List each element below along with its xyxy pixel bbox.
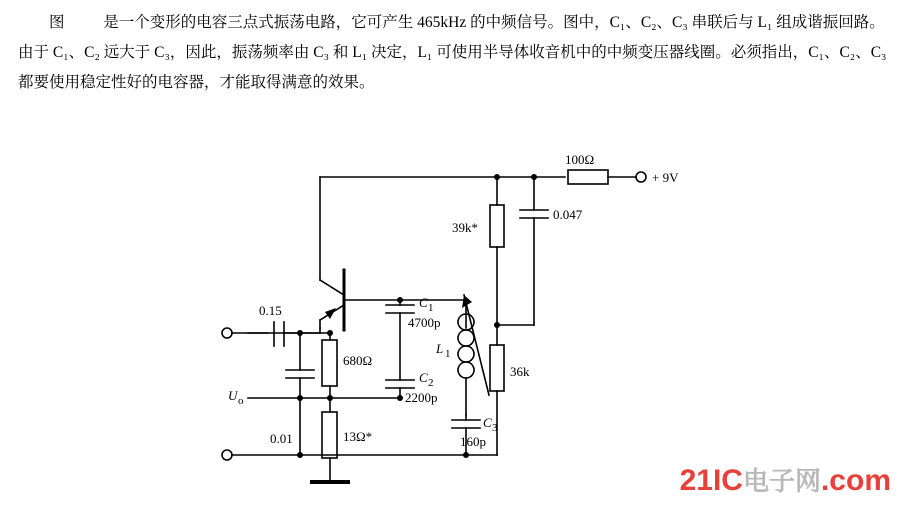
label-c2-name: C — [419, 370, 428, 385]
resistor-100ohm-body — [568, 170, 608, 184]
label-c1-value: 4700p — [408, 315, 441, 330]
junction-c2-lower — [397, 395, 403, 401]
label-c2-value: 2200p — [405, 390, 438, 405]
watermark — [680, 461, 891, 498]
label-l1-name: L — [436, 341, 444, 356]
junction-rail-c0047 — [531, 174, 537, 180]
junction-bypass-ground — [297, 452, 303, 458]
inductor-l1-loop4 — [458, 362, 474, 378]
label-output-sub: o — [238, 395, 244, 407]
terminal-input-bottom — [222, 450, 232, 460]
terminal-input-top — [222, 328, 232, 338]
label-r13ohm: 13Ω* — [343, 429, 373, 444]
label-supply: + 9V — [652, 170, 679, 185]
label-c2-sub: 2 — [428, 377, 434, 389]
junction-r39k-r36k — [494, 322, 500, 328]
label-r100ohm: 100Ω — [565, 152, 595, 167]
junction-rail-39k — [494, 174, 500, 180]
article-text-block — [18, 8, 896, 98]
label-c0047: 0.047 — [553, 207, 583, 222]
label-c1-name: C — [419, 295, 428, 310]
watermark-21ic: 21IC — [679, 464, 743, 497]
circuit-diagram — [0, 150, 909, 506]
junction-r680-r13 — [327, 395, 333, 401]
watermark-com: .com — [820, 464, 891, 497]
label-r680ohm: 680Ω — [343, 353, 373, 368]
resistor-39k-body — [490, 205, 504, 247]
label-output-name: U — [228, 388, 238, 403]
label-c1-sub: 1 — [428, 302, 434, 314]
junction-c3-bottom — [463, 452, 469, 458]
terminal-plus9v — [636, 172, 646, 182]
label-c3-sub: 3 — [492, 422, 498, 434]
watermark-cn: 电子网 — [742, 466, 821, 496]
inductor-l1-loop2 — [458, 330, 474, 346]
resistor-36k-body — [490, 345, 504, 391]
label-c3-name: C — [483, 415, 492, 430]
inductor-l1-loop3 — [458, 346, 474, 362]
label-c001: 0.01 — [270, 431, 293, 446]
label-c015: 0.15 — [259, 303, 282, 318]
inductor-tuning-arrow-line — [464, 295, 489, 395]
label-l1-sub: 1 — [445, 348, 451, 360]
resistor-680ohm-body — [322, 340, 337, 386]
label-r39k: 39k* — [452, 220, 478, 235]
wire-collector — [320, 280, 344, 295]
resistor-13ohm-body — [322, 412, 337, 458]
article-paragraph: 图 是一个变形的电容三点式振荡电路，它可产生 465kHz 的中频信号。图中，C₁、C₂、C₃ 串联后与 L₁ 组成谐振回路。由于 C₁、C₂ 远大于 C₃，因此，振荡频率由 C₃ 和 L₁ 决定，L₁ 可使用半导体收音机中的中频变压器线圈。必须指出，C₁、C₂、C₃ 都要使用稳定性好的电容器，才能取得满意的效果。 — [18, 14, 891, 91]
transistor-emitter-arrow — [325, 308, 336, 319]
label-r36k: 36k — [510, 364, 530, 379]
label-c3-value: 160p — [460, 434, 486, 449]
junction-emitter-r680 — [327, 330, 333, 336]
